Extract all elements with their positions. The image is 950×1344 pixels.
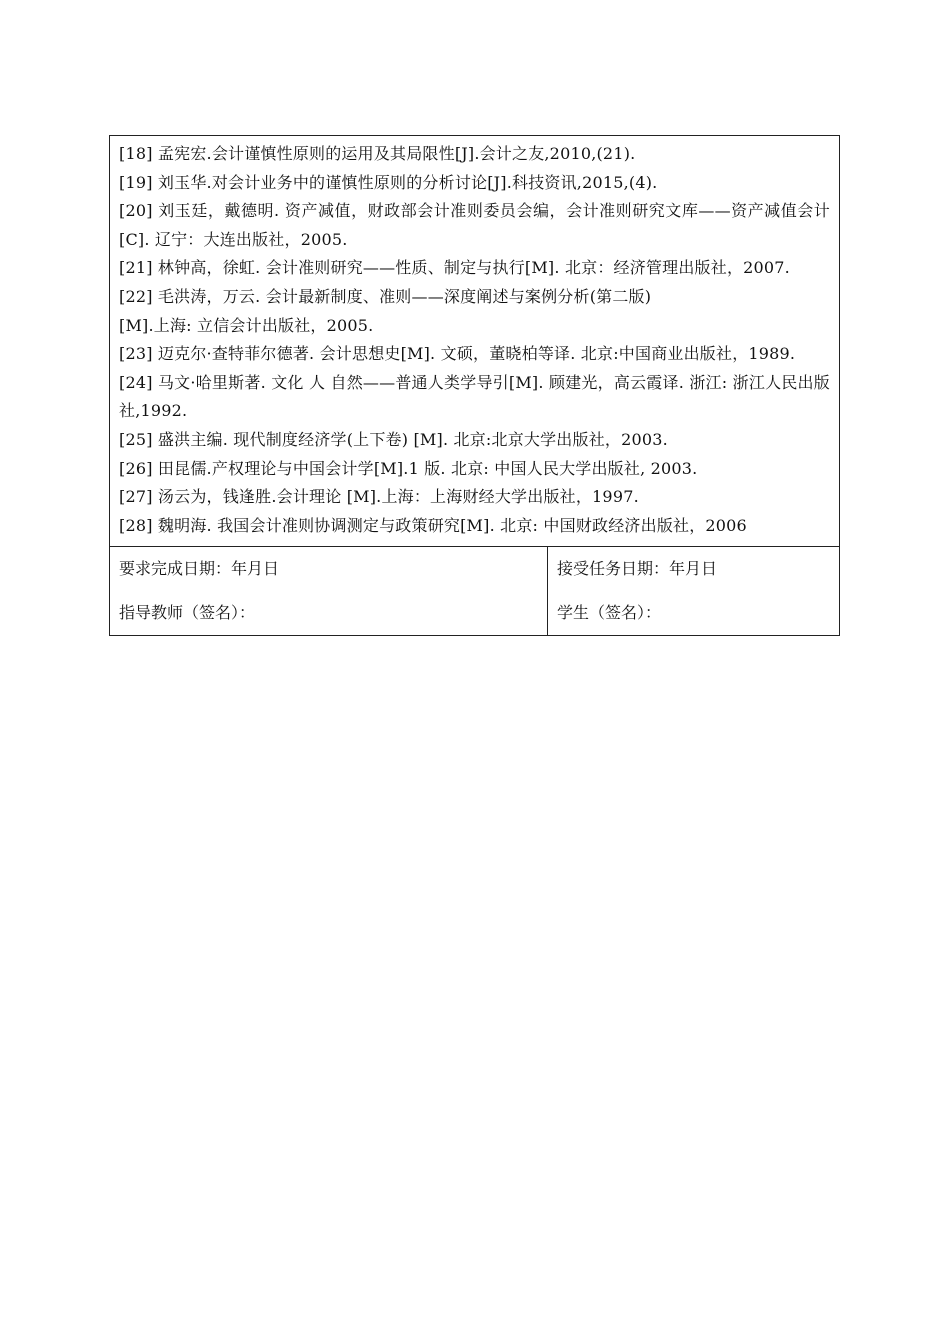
reference-item-23: [23] 迈克尔·查特菲尔德著. 会计思想史[M]. 文硕，董晓柏等译. 北京:中国商业出版社，1989.: [119, 344, 796, 364]
reference-item-18: [18] 孟宪宏.会计谨慎性原则的运用及其局限性[J].会计之友,2010,(21).: [119, 144, 636, 163]
reference-item-27: [27] 汤云为，钱逢胜.会计理论 [M].上海：上海财经大学出版社，1997.: [119, 487, 639, 507]
required-completion-date-label: 要求完成日期：年月日: [119, 559, 280, 579]
reference-item-28: [28] 魏明海. 我国会计准则协调测定与政策研究[M]. 北京: 中国财政经济出版社，2006: [119, 515, 747, 535]
signature-row: [110, 547, 839, 635]
advisor-cell: [110, 547, 548, 635]
reference-item-19: [19] 刘玉华.对会计业务中的谨慎性原则的分析讨论[J].科技资讯,2015,(4).: [119, 172, 658, 192]
student-signature-label: 学生（签名）：: [557, 603, 662, 623]
reference-item-24: [24] 马文·哈里斯著. 文化 人 自然——普通人类学导引[M]. 顾建光，高云霞译. 浙江: 浙江人民出版社,1992.: [119, 372, 830, 421]
task-form-table: [109, 135, 840, 636]
reference-item-26: [26] 田昆儒.产权理论与中国会计学[M].1 版. 北京: 中国人民大学出版社, 2003.: [119, 458, 698, 478]
reference-item-22: [22] 毛洪涛，万云. 会计最新制度、准则——深度阐述与案例分析(第二版): [119, 286, 652, 306]
reference-item-25: [25] 盛洪主编. 现代制度经济学(上下卷) [M]. 北京:北京大学出版社，2003.: [119, 429, 668, 449]
reference-item-21: [21] 林钟高，徐虹. 会计准则研究——性质、制定与执行[M]. 北京：经济管理出版社，2007.: [119, 258, 790, 278]
reference-item-22-continued: [M].上海: 立信会计出版社，2005.: [119, 315, 374, 335]
reference-list: [110, 136, 839, 547]
task-received-date-label: 接受任务日期：年月日: [557, 559, 718, 579]
student-cell: [548, 547, 839, 635]
reference-item-20: [20] 刘玉廷，戴德明. 资产减值，财政部会计准则委员会编，会计准则研究文库——资产减值会计[C]. 辽宁：大连出版社，2005.: [119, 201, 830, 249]
advisor-signature-label: 指导教师（签名）：: [119, 603, 256, 623]
